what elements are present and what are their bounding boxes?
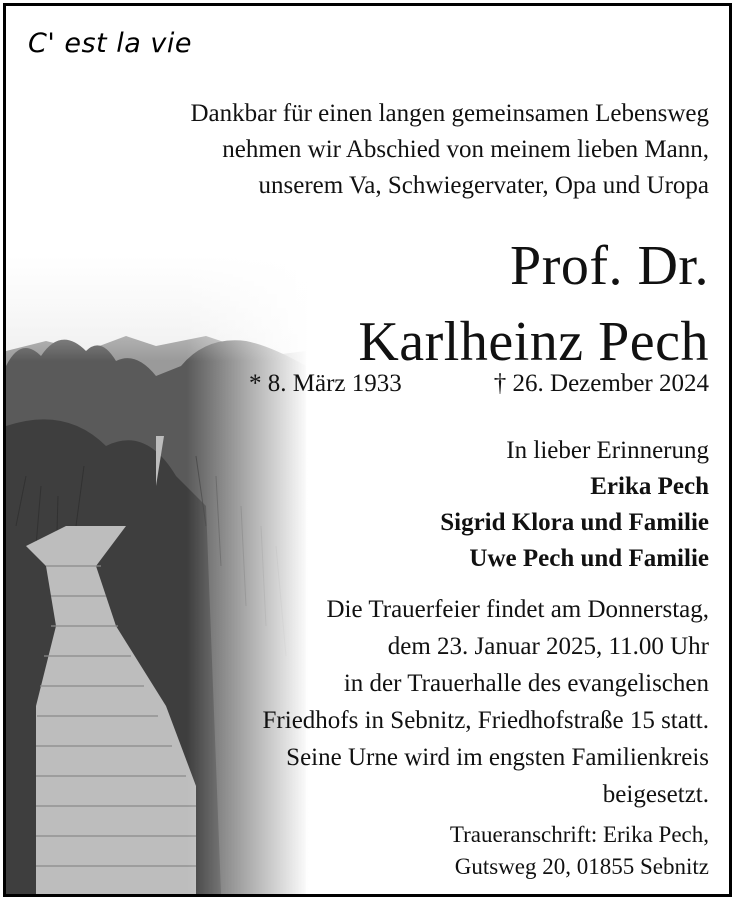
obituary-card [3, 3, 732, 897]
life-dates [249, 370, 709, 398]
address-line: Gutsweg 20, 01855 Sebnitz [454, 854, 709, 879]
service-line: Seine Urne wird im engsten Familienkreis [286, 744, 709, 771]
funeral-service-info [263, 591, 709, 813]
intro-line: unserem Va, Schwiegervater, Opa und Uropa [258, 172, 709, 199]
service-line: in der Trauerhalle des evangelischen [343, 670, 709, 697]
deceased-title: Prof. Dr. [510, 235, 709, 297]
service-line: Friedhofs in Sebnitz, Friedhofstraße 15 statt. [262, 707, 709, 734]
deceased-name-block [358, 228, 709, 380]
service-line: beigesetzt. [602, 781, 709, 808]
deceased-name: Karlheinz Pech [358, 311, 709, 373]
mourners-heading: In lieber Erinnerung [506, 437, 709, 464]
address-line: Traueranschrift: Erika Pech, [449, 822, 709, 847]
service-line: Die Trauerfeier findet am Donnerstag, [326, 596, 709, 623]
mourner-name: Uwe Pech und Familie [469, 545, 709, 572]
mourner-name: Erika Pech [590, 473, 709, 500]
mourners-block [440, 433, 709, 577]
service-line: dem 23. Januar 2025, 11.00 Uhr [387, 633, 709, 660]
intro-text [190, 96, 709, 204]
mourner-name: Sigrid Klora und Familie [440, 509, 709, 536]
intro-line: Dankbar für einen langen gemeinsamen Lebensweg [190, 100, 709, 127]
mourning-address [450, 819, 709, 883]
intro-line: nehmen wir Abschied von meinem lieben Mann, [222, 136, 709, 163]
birth-date: * 8. März 1933 [249, 370, 402, 397]
motto: C' est la vie [28, 28, 192, 59]
death-date: † 26. Dezember 2024 [493, 370, 709, 397]
